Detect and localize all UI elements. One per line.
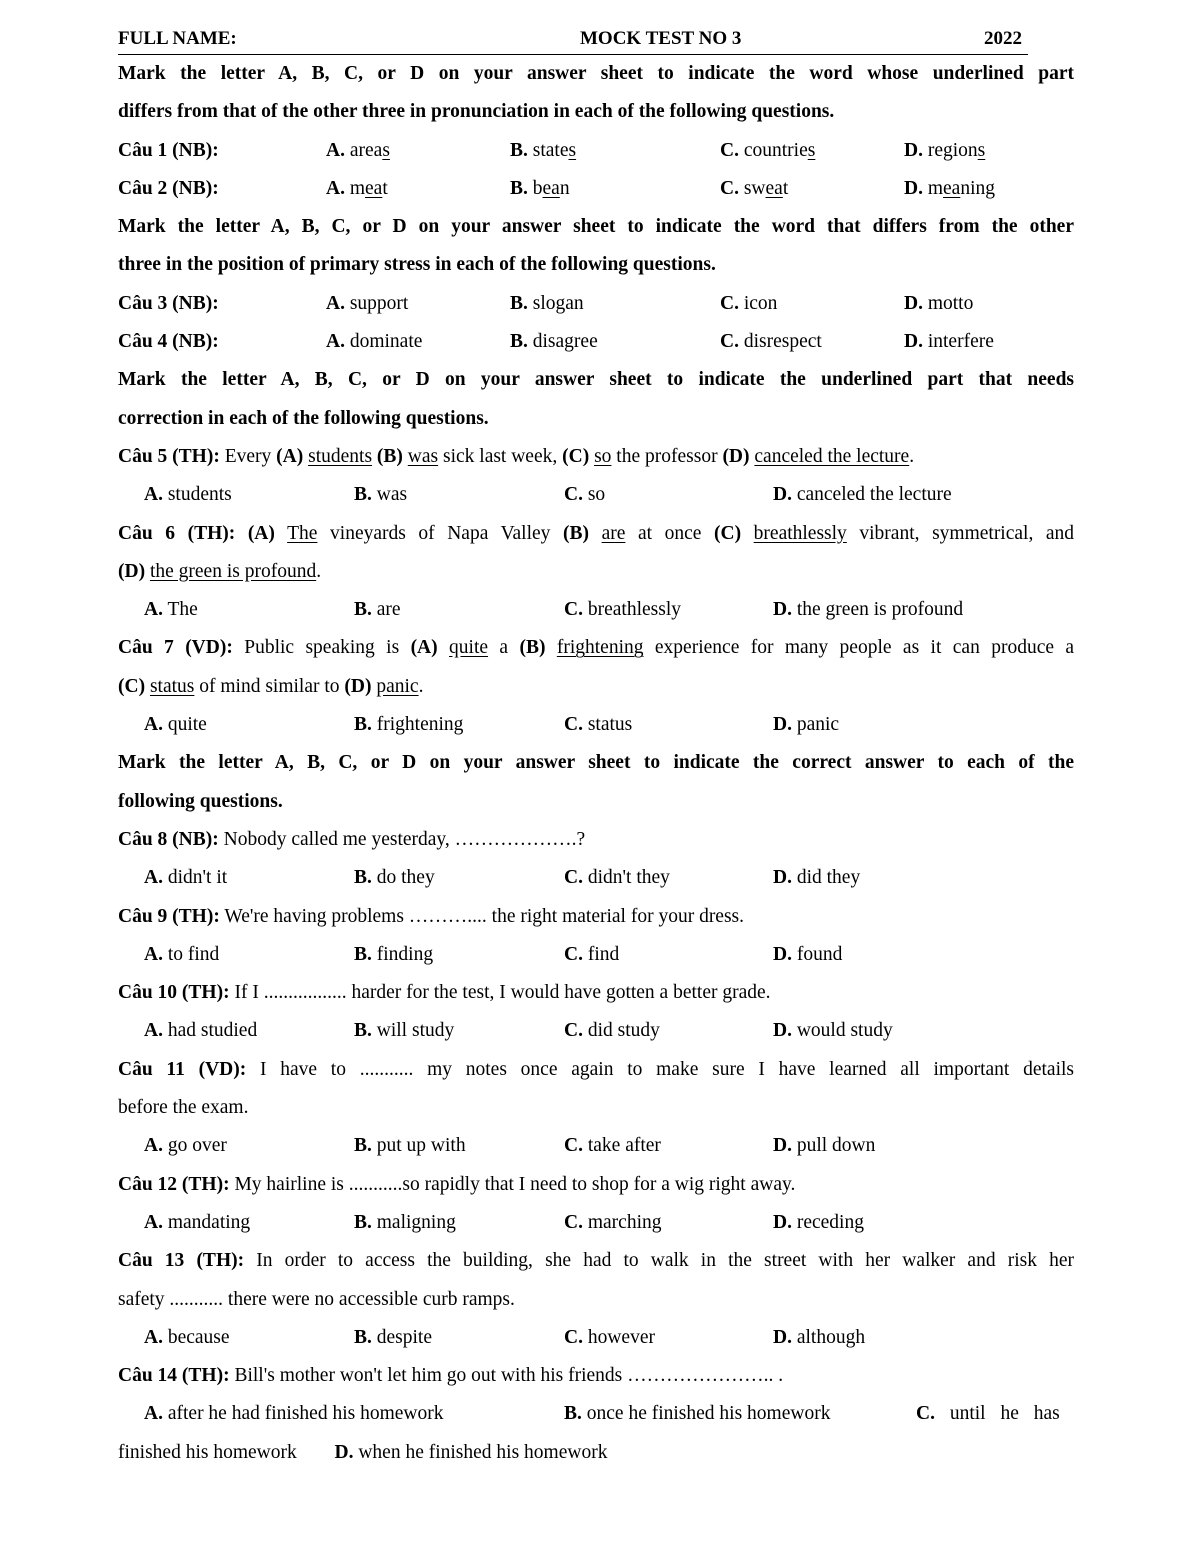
instruction-pronunciation-line1: Mark the letter A, B, C, or D on your answer sheet to indicate the word whose underlined part — [118, 63, 1074, 84]
question-4 — [118, 323, 1074, 361]
option-d: D. did they — [773, 867, 861, 889]
option-c: C. sweat — [720, 177, 789, 199]
option-c: C. disrespect — [720, 331, 822, 353]
option-c: C. find — [564, 943, 620, 965]
question-6-options — [118, 591, 1074, 629]
question-1 — [118, 132, 1074, 170]
option-b: B. slogan — [510, 292, 584, 314]
option-d: D. the green is profound — [773, 599, 964, 621]
option-a: A. didn't it — [144, 867, 228, 889]
question-7-stem-line2: (C) status of mind similar to (D) panic. — [118, 675, 424, 697]
question-11-options — [118, 1127, 1074, 1165]
question-9-options — [118, 936, 1074, 974]
option-b: B. disagree — [510, 331, 598, 353]
option-b: B. will study — [354, 1020, 455, 1042]
option-c: C. take after — [564, 1135, 661, 1157]
question-label: Câu 2 (NB): — [118, 177, 219, 199]
option-c: C. status — [564, 714, 633, 736]
question-label: Câu 1 (NB): — [118, 139, 219, 161]
option-b: B. put up with — [354, 1135, 466, 1157]
option-b: B. finding — [354, 943, 434, 965]
question-12-options — [118, 1204, 1074, 1242]
option-a: A. students — [144, 484, 232, 506]
option-a: A. dominate — [326, 331, 423, 353]
option-a: A. had studied — [144, 1020, 258, 1042]
page-header — [118, 26, 1028, 55]
instruction-pronunciation-line2: differs from that of the other three in pronunciation in each of the following questions. — [118, 101, 835, 123]
question-11-stem-line2: before the exam. — [118, 1097, 249, 1119]
option-b: B. maligning — [354, 1211, 456, 1233]
question-5-stem: Câu 5 (TH): Every (A) students (B) was sick last week, (C) so the professor (D) canceled the lecture. — [118, 445, 915, 467]
option-a: A. after he had finished his homework — [144, 1403, 444, 1425]
instruction-stress-line2: three in the position of primary stress in each of the following questions. — [118, 254, 716, 276]
option-b: B. once he finished his homework — [564, 1403, 831, 1425]
option-d: D. canceled the lecture — [773, 484, 952, 506]
question-label: Câu 3 (NB): — [118, 292, 219, 314]
option-c: C. until he has — [916, 1403, 1060, 1425]
question-13-options — [118, 1319, 1074, 1357]
option-b: B. was — [354, 484, 408, 506]
instruction-correction-line1: Mark the letter A, B, C, or D on your answer sheet to indicate the underlined part that needs — [118, 369, 1074, 391]
option-b: B. states — [510, 139, 577, 161]
question-8-options — [118, 859, 1074, 897]
question-label: Câu 4 (NB): — [118, 331, 219, 353]
option-a: A. areas — [326, 139, 390, 161]
option-a: A. go over — [144, 1135, 227, 1157]
option-d: D. although — [773, 1326, 866, 1348]
option-d: D. interfere — [904, 331, 994, 353]
question-14-stem: Câu 14 (TH): Bill's mother won't let him go out with his friends ………………….. . — [118, 1365, 784, 1387]
option-b: B. despite — [354, 1326, 432, 1348]
question-12-stem: Câu 12 (TH): My hairline is ...........so rapidly that I need to shop for a wig right away. — [118, 1173, 796, 1195]
option-c: C. however — [564, 1326, 655, 1348]
option-c: C. breathlessly — [564, 599, 681, 621]
instruction-correction-line2: correction in each of the following questions. — [118, 407, 489, 429]
question-5-options — [118, 476, 1074, 514]
instruction-correct-answer-line2: following questions. — [118, 790, 283, 812]
option-d: D. when he finished his homework — [334, 1441, 608, 1463]
question-11-stem-line1: Câu 11 (VD): I have to ........... my notes once again to make sure I have learned all important details — [118, 1058, 1074, 1080]
option-c: C. countries — [720, 139, 816, 161]
question-10-stem: Câu 10 (TH): If I ................. harder for the test, I would have gotten a better grade. — [118, 982, 771, 1004]
option-a: A. because — [144, 1326, 230, 1348]
option-a: A. meat — [326, 177, 388, 199]
option-d: D. meaning — [904, 177, 995, 199]
option-a: A. to find — [144, 943, 220, 965]
question-6-stem-line1: Câu 6 (TH): (A) The vineyards of Napa Valley (B) are at once (C) breathlessly vibrant, symmetrical, and — [118, 522, 1075, 544]
option-c: C. so — [564, 484, 606, 506]
test-year: 2022 — [984, 28, 1022, 49]
question-9-stem: Câu 9 (TH): We're having problems ……….... the right material for your dress. — [118, 905, 745, 927]
question-14-options-line1 — [118, 1395, 1074, 1433]
option-d: D. found — [773, 943, 843, 965]
question-13-stem-line1: Câu 13 (TH): In order to access the building, she had to walk in the street with her walker and risk her — [118, 1250, 1074, 1272]
question-10-options — [118, 1012, 1074, 1050]
option-c: C. did study — [564, 1020, 660, 1042]
option-b: B. are — [354, 599, 401, 621]
exam-page — [118, 26, 1074, 1472]
instruction-correct-answer-line1: Mark the letter A, B, C, or D on your answer sheet to indicate the correct answer to each of the — [118, 752, 1074, 774]
option-a: A. The — [144, 599, 198, 621]
question-2 — [118, 170, 1074, 208]
option-c: C. icon — [720, 292, 778, 314]
question-13-stem-line2: safety ........... there were no accessible curb ramps. — [118, 1288, 515, 1310]
option-b: B. frightening — [354, 714, 464, 736]
option-a: A. quite — [144, 714, 207, 736]
question-7-stem-line1: Câu 7 (VD): Public speaking is (A) quite a (B) frightening experience for many people as it can produce a — [118, 637, 1075, 659]
question-8-stem: Câu 8 (NB): Nobody called me yesterday, ……………….? — [118, 828, 586, 850]
question-6-stem-line2: (D) the green is profound. — [118, 560, 322, 582]
test-title: MOCK TEST NO 3 — [580, 28, 742, 49]
option-a: A. support — [326, 292, 409, 314]
question-7-options — [118, 706, 1074, 744]
question-3 — [118, 285, 1074, 323]
option-c: C. didn't they — [564, 867, 670, 889]
full-name-label: FULL NAME: — [118, 28, 237, 49]
option-d: D. motto — [904, 292, 974, 314]
option-d: D. regions — [904, 139, 986, 161]
option-d: D. receding — [773, 1211, 864, 1233]
instruction-stress-line1: Mark the letter A, B, C, or D on your answer sheet to indicate the word that differs from the other — [118, 216, 1074, 238]
option-d: D. pull down — [773, 1135, 876, 1157]
option-d: D. would study — [773, 1020, 893, 1042]
option-b: B. bean — [510, 177, 570, 199]
option-b: B. do they — [354, 867, 435, 889]
option-c-continued: finished his homework — [118, 1441, 297, 1463]
option-a: A. mandating — [144, 1211, 251, 1233]
option-d: D. panic — [773, 714, 840, 736]
option-c: C. marching — [564, 1211, 662, 1233]
question-14-options-line2 — [118, 1434, 1074, 1472]
